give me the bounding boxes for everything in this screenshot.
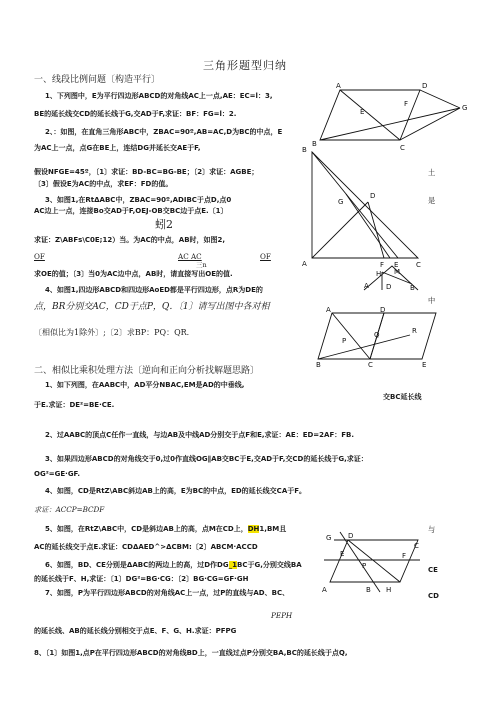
- problem-3-line-4: 求OE的值；〔3〕当0为AC边中点，AB时，请直接写出OE的值.: [34, 270, 233, 278]
- problem-2-line-3: 假设NFGE=45º，〔1〕求证：BD-BC=BG-BE；〔2〕求证：AGBE；: [34, 168, 259, 176]
- problem-3-line-2: AC边上一点，连接Bo交AD于F,OEJ-OB交BC边于点E.〔1〕: [34, 207, 228, 215]
- problem-3-line-1: 3、如图1,在RtΔABC中，ZBAC=90º,ADIBC于点D,点0: [45, 196, 232, 204]
- q6-line-1: [45, 561, 302, 570]
- fig4-label-b: B: [316, 361, 321, 367]
- problem-4-fragment: 中: [428, 296, 436, 305]
- fig2-label-d: D: [370, 192, 376, 200]
- q7-fragment-cd: CD: [428, 592, 439, 600]
- figure-parallelogram-7: [320, 530, 425, 595]
- q6-highlight: _1: [228, 561, 237, 569]
- figure-parallelogram-4: [316, 307, 448, 367]
- fig7-label-g: G: [326, 534, 332, 542]
- q5-line-2: AC的延长线交于点E.求证：CDΔAED^>ΔCBM:〔2〕ABCM·ACCD: [34, 543, 258, 551]
- fig2-label-a: A: [302, 260, 307, 268]
- q4-line-1: 4、如图，CD是RtZ\ABC斜边AB上的高，E为BC的中点，ED的延长线交CA于F。: [45, 487, 307, 495]
- fig1-line-bg: [320, 108, 460, 140]
- fig7-line-eh: [340, 532, 380, 592]
- fig2-label-e: E: [394, 261, 399, 269]
- fig4-label-d: D: [380, 307, 386, 314]
- fig4-label-c: C: [368, 361, 373, 367]
- fig7-diagonal: [348, 540, 400, 582]
- fig1-line-cg: [420, 90, 460, 108]
- fig7-label-p: P: [362, 562, 367, 570]
- problem-2-fragment: 土: [428, 168, 436, 177]
- fig2-label-b: B: [302, 146, 307, 154]
- q2-line: 2、过AABC的顶点C任作一直线，与边AB及中线AD分别交于点F和E,求证：AE：ED=2AF：FB.: [45, 431, 355, 439]
- q4-line-2: 求证：ACCP=BCDF: [34, 505, 105, 514]
- fig1-label-a: A: [336, 82, 341, 90]
- fig1-label-d: D: [422, 82, 428, 90]
- fig3-label-b: B: [410, 284, 415, 292]
- fraction-of: OF: [34, 252, 45, 261]
- q3-line-2: OG²=GE·GF.: [34, 470, 80, 478]
- q6-text-pre: 6、如图，BD、CE分别是ΔABC的两边上的高，过D作DG: [45, 561, 229, 569]
- fig7-label-f: F: [402, 552, 407, 560]
- q7-fragment-ce: CE: [428, 566, 438, 574]
- fig4-line-br: [318, 335, 410, 359]
- problem-3-fragment: 是: [428, 196, 436, 205]
- q3-line-1: 3、如果四边形ABCD的对角线交于0,过0作直线OG∥AB交BC于E,交AD于F,交CD的延长线于G,求证：: [45, 455, 368, 463]
- fig4-parallelogram-2: [370, 313, 436, 359]
- page-title: 三角形题型归纳: [203, 59, 287, 72]
- fig1-label-f: F: [404, 100, 409, 108]
- problem-3-line-3: 求证：Z\ABFs\C0E;12）当。为AC的中点，AB时，如图2,: [34, 236, 226, 244]
- fig2-label-c: C: [416, 261, 421, 269]
- fig1-line-ext: [400, 108, 460, 140]
- fig1-label-g: G: [462, 104, 468, 112]
- fig4-label-r: R: [412, 327, 417, 335]
- figure-triangle-2: [298, 140, 428, 270]
- problem-4-line-1: 4、如图1,四边形ABCD和四边形AoED都是平行四边形，点R为DE的: [45, 286, 263, 294]
- problem-4-line-3: 〔相似比为1除外〕;〔2〕求BP：PQ：QR．: [34, 328, 195, 337]
- fig7-label-b: B: [366, 586, 371, 594]
- fig4-label-q: Q: [374, 331, 380, 339]
- fig7-label-h: H: [386, 586, 392, 594]
- q6-text-post: BC于G,分别交线BA: [236, 561, 302, 569]
- q1-line-2: 于E.求证：DE²=BE·CE.: [34, 401, 115, 409]
- q7-equation: PEPH: [271, 611, 293, 620]
- q1-fragment: 交BC延长线: [383, 393, 422, 401]
- q1-line-1: 1、如下列图，在AABC中，AD平分NBAC,EM是AD的中垂线,: [45, 381, 245, 389]
- q5-fragment: 与: [428, 525, 436, 534]
- fig2-label-f: F: [380, 261, 385, 269]
- problem-2-line-1: 2、：如图，在直角三角形ABC中，ZBAC=90º,AB=AC,D为BC的中点，E: [45, 128, 283, 136]
- fig4-label-p: P: [342, 337, 347, 345]
- fig2-line-be: [312, 152, 398, 258]
- fig3-label-a: A: [364, 282, 369, 290]
- q5-highlight: DH: [247, 525, 260, 533]
- fraction-of-2: OF: [260, 252, 271, 261]
- problem-1-line-2: BE的延长线交CD的延长线于G,交AD于F,求证：BF：FG=l：2.: [34, 110, 237, 118]
- fig7-label-d: D: [348, 532, 354, 540]
- fig7-label-e: E: [340, 550, 345, 558]
- fig1-label-b: B: [312, 140, 317, 148]
- figure-2-caption: 蚓2: [155, 218, 173, 231]
- fig3-label-d: D: [386, 283, 392, 291]
- fig3-label-h: H: [376, 270, 382, 278]
- fig1-label-c: C: [400, 144, 405, 152]
- fig7-label-a: A: [322, 586, 327, 594]
- fig7-label-c: C: [414, 542, 419, 550]
- fraction-n: 三n: [196, 261, 207, 269]
- fraction-ac: AC AC: [178, 252, 202, 261]
- q5-text-pre: 5、如图，在RtZ\ABC中，CD是斜边AB上的高，点M在CD上，: [45, 525, 248, 533]
- problem-2-line-2: 为AC上一点，点G在BE上，连结DG并延长交AE于F,: [34, 144, 201, 152]
- section-2-heading: 二、相似比乘积处理方法〔逆向和正向分析找解题思路〕: [34, 366, 260, 376]
- q8-line: 8、〔1〕如图1,点P在平行四边形ABCD的对角线BD上，一直线过点P分别交BA,BC的延长线于点Q,: [34, 649, 348, 657]
- q5-text-post: 1,BM且: [259, 525, 287, 533]
- figure-small-3: [362, 262, 422, 292]
- fig4-diagonal-ac: [332, 313, 370, 359]
- fig3-label-m: M: [394, 268, 401, 276]
- problem-4-line-2: 点，BR分别交AC，CD于点P，Q．〔1〕请写出图中各对相: [34, 302, 270, 312]
- fig1-diagonal: [340, 90, 400, 140]
- fig2-label-g: G: [338, 198, 344, 206]
- q7-line-2: 的延长线、AB的延长线分别相交于点E、F、G、H.求证：PFPG: [34, 627, 237, 635]
- q7-line-1: 7、如图，P为平行四边形ABCD的对角线AC上一点，过P的直线与AD、BC、: [45, 589, 290, 597]
- fig4-label-e: E: [422, 361, 427, 367]
- q6-line-2: 的延长线于F、H,求证：〔1〕DG²=BG·CG：〔2〕BG·CG=GF·GH: [34, 575, 249, 583]
- fig4-label-a: A: [326, 307, 331, 314]
- section-1-heading: 一、线段比例问题〔构造平行〕: [34, 75, 161, 85]
- problem-1-line-1: 1、下列图中，E为平行四边形ABCD的对角线AC上一点,AE：EC=l：3,: [45, 92, 273, 100]
- q5-line-1: [45, 525, 286, 534]
- fig1-label-e: E: [360, 108, 365, 116]
- problem-2-line-4: 〔3〕假设E为AC的中点，求EF：FD的值。: [34, 180, 173, 188]
- fig2-line-ad: [312, 202, 368, 258]
